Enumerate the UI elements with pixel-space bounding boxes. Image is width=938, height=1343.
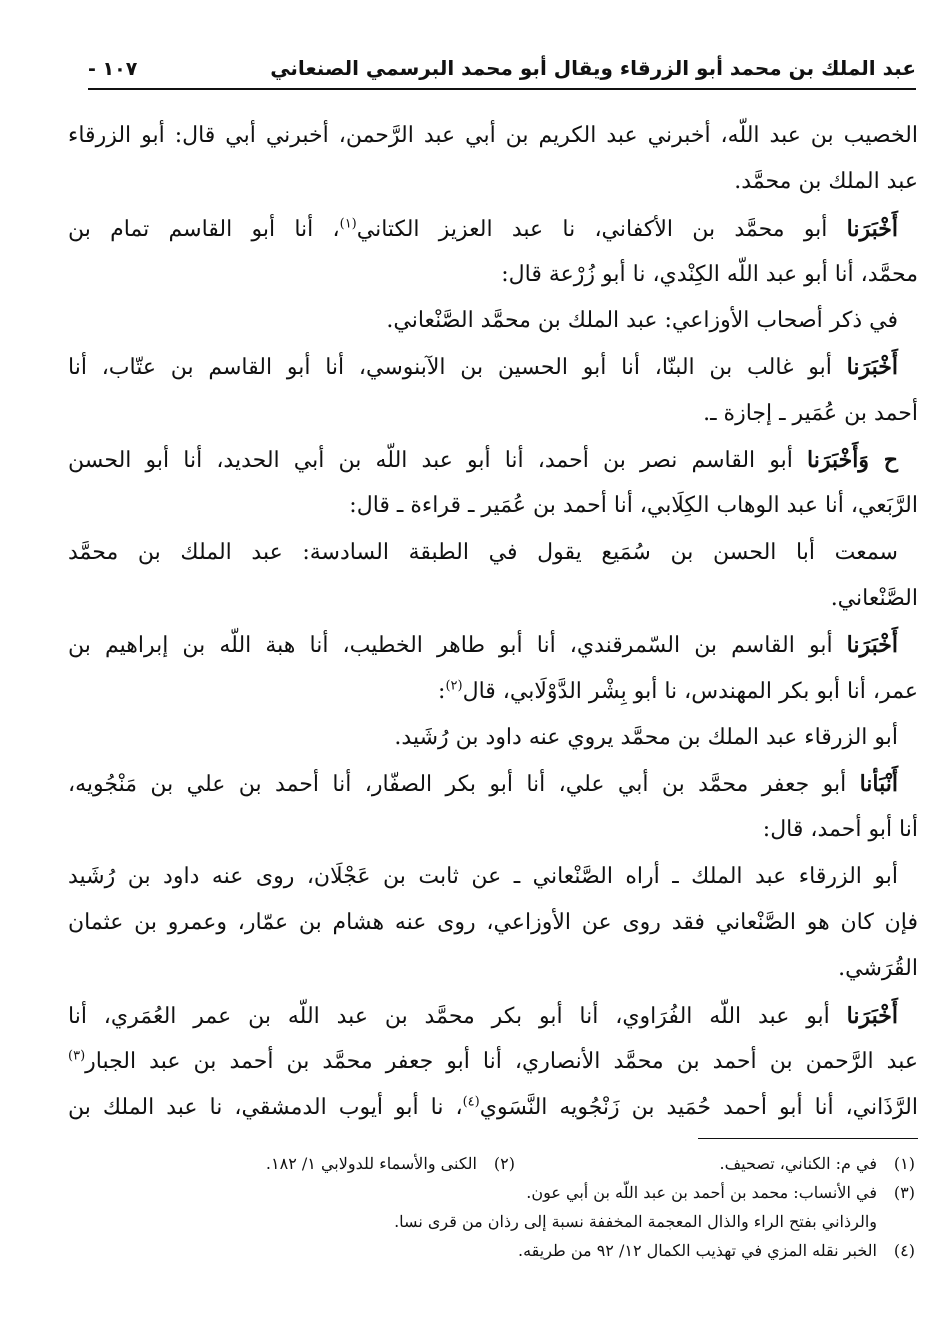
text-line: أحمد بن عُمَير ـ إجازة ـ. — [703, 400, 918, 426]
text-line: القُرَشي. — [838, 956, 918, 982]
text-line: أَخْبَرَنا أبو غالب بن البنّا، أنا أبو الحسين بن الآبنوسي، أنا أبو القاسم بن عتّاب، أنا — [68, 354, 898, 381]
text-line: فإن كان هو الصَّنْعاني فقد روى عن الأوزاعي، روى عنه هشام بن عمّار، وعمرو بن عثمان — [68, 910, 918, 936]
isnad-lead: أَخْبَرَنا — [846, 632, 898, 659]
text-line: في ذكر أصحاب الأوزاعي: عبد الملك بن محمَّد الصَّنْعاني. — [386, 308, 898, 334]
footnote-ref: (١) — [339, 216, 357, 232]
footnote-3: (٣)في الأنساب: محمد بن أحمد بن عبد اللّه بن أبي عون. — [526, 1183, 915, 1202]
text-line: عبد الرَّحمن بن أحمد بن محمَّد الأنصاري، أنا أبو جعفر محمَّد بن أحمد بن عبد الجبار$^{(٣)}$ — [68, 1048, 918, 1074]
isnad-lead: أَخْبَرَنا — [846, 1002, 898, 1029]
footnote-2: (٢)الكنى والأسماء للدولابي ١/ ١٨٢. — [265, 1154, 515, 1173]
text-line: أَخْبَرَنا أبو عبد اللّه الفُرَاوي، أنا أبو بكر محمَّد بن عبد اللّه بن عمر العُمَري، أنا — [68, 1002, 898, 1029]
text-line: محمَّد، أنا أبو عبد اللّه الكِنْدي، نا أبو زُرْعة قال: — [501, 261, 918, 287]
footnote-ref: (٣) — [68, 1048, 86, 1064]
main-text — [68, 114, 918, 1133]
running-header — [88, 52, 916, 88]
text-line: أَخْبَرَنا أبو القاسم بن السّمرقندي، أنا أبو طاهر الخطيب، أنا هبة اللّه بن إبراهيم بن — [68, 632, 898, 659]
footnote-ref: (٤) — [462, 1094, 480, 1110]
footnote-row — [100, 1150, 915, 1179]
footnotes — [100, 1150, 915, 1266]
header-title: عبد الملك بن محمد أبو الزرقاء ويقال أبو محمد البرسمي الصنعاني — [270, 56, 916, 80]
text-line: سمعت أبا الحسن بن سُمَيع يقول في الطبقة السادسة: عبد الملك بن محمَّد — [68, 539, 898, 565]
text-line: أبو الزرقاء عبد الملك بن محمَّد يروي عنه داود بن رُشَيد. — [394, 724, 898, 750]
isnad-lead: ح وَأَخْبَرَنا — [807, 447, 898, 474]
header-rule — [88, 88, 916, 90]
page-number: - ١٠٧ — [88, 58, 138, 80]
footnote-3-continued: والرذاني بفتح الراء والذال المعجمة المخففة نسبة إلى رذان من قرى نسا. — [394, 1212, 877, 1231]
text-line: أَخْبَرَنا أبو محمَّد بن الأكفاني، نا عبد العزيز الكتاني$^{(١)}$، أنا أبو القاسم تمام بن — [68, 215, 898, 242]
isnad-lead: أَخْبَرَنا — [846, 354, 898, 381]
text-line: الرَّبَعي، أنا عبد الوهاب الكِلَابي، أنا أحمد بن عُمَير ـ قراءة ـ قال: — [349, 493, 918, 519]
text-line: أَنْبَأنا أبو جعفر محمَّد بن أبي علي، أنا أبو بكر الصفّار، أنا أحمد بن علي بن مَنْجُويه، — [68, 771, 898, 798]
text-line: عبد الملك بن محمَّد. — [734, 169, 918, 195]
text-line: الخصيب بن عبد اللّه، أخبرني عبد الكريم بن أبي عبد الرَّحمن، أخبرني أبي قال: أبو الزرقاء — [68, 123, 918, 148]
isnad-lead: أَنْبَأنا — [859, 771, 898, 798]
footnote-ref: (٢) — [445, 678, 463, 694]
text-line: عمر، أنا أبو بكر المهندس، نا أبو بِشْر الدَّوْلَابي، قال$^{(٢)}$: — [438, 678, 918, 704]
text-line: الصَّنْعاني. — [830, 585, 918, 611]
text-line: الرَّذَاني، أنا أبو أحمد حُمَيد بن زَنْجُويه النَّسَوي$^{(٤)}$، نا أبو أيوب الدمشقي، نا عبد الملك بن — [68, 1094, 918, 1121]
footnote-1: (١)في م: الكناني، تصحيف. — [719, 1154, 915, 1173]
footnote-separator — [698, 1138, 918, 1139]
text-line: أنا أبو أحمد، قال: — [762, 817, 918, 843]
text-line: ح وَأَخْبَرَنا أبو القاسم نصر بن أحمد، أنا أبو عبد اللّه بن أبي الحديد، أنا أبو الحسن — [68, 447, 898, 474]
isnad-lead: أَخْبَرَنا — [846, 215, 898, 242]
text-line: أبو الزرقاء عبد الملك ـ أراه الصَّنْعاني ـ عن ثابت بن عَجْلَان، روى عنه داود بن رُشَيد — [68, 863, 898, 889]
footnote-4: (٤)الخبر نقله المزي في تهذيب الكمال ١٢/ ٩٢ من طريقه. — [517, 1241, 915, 1260]
